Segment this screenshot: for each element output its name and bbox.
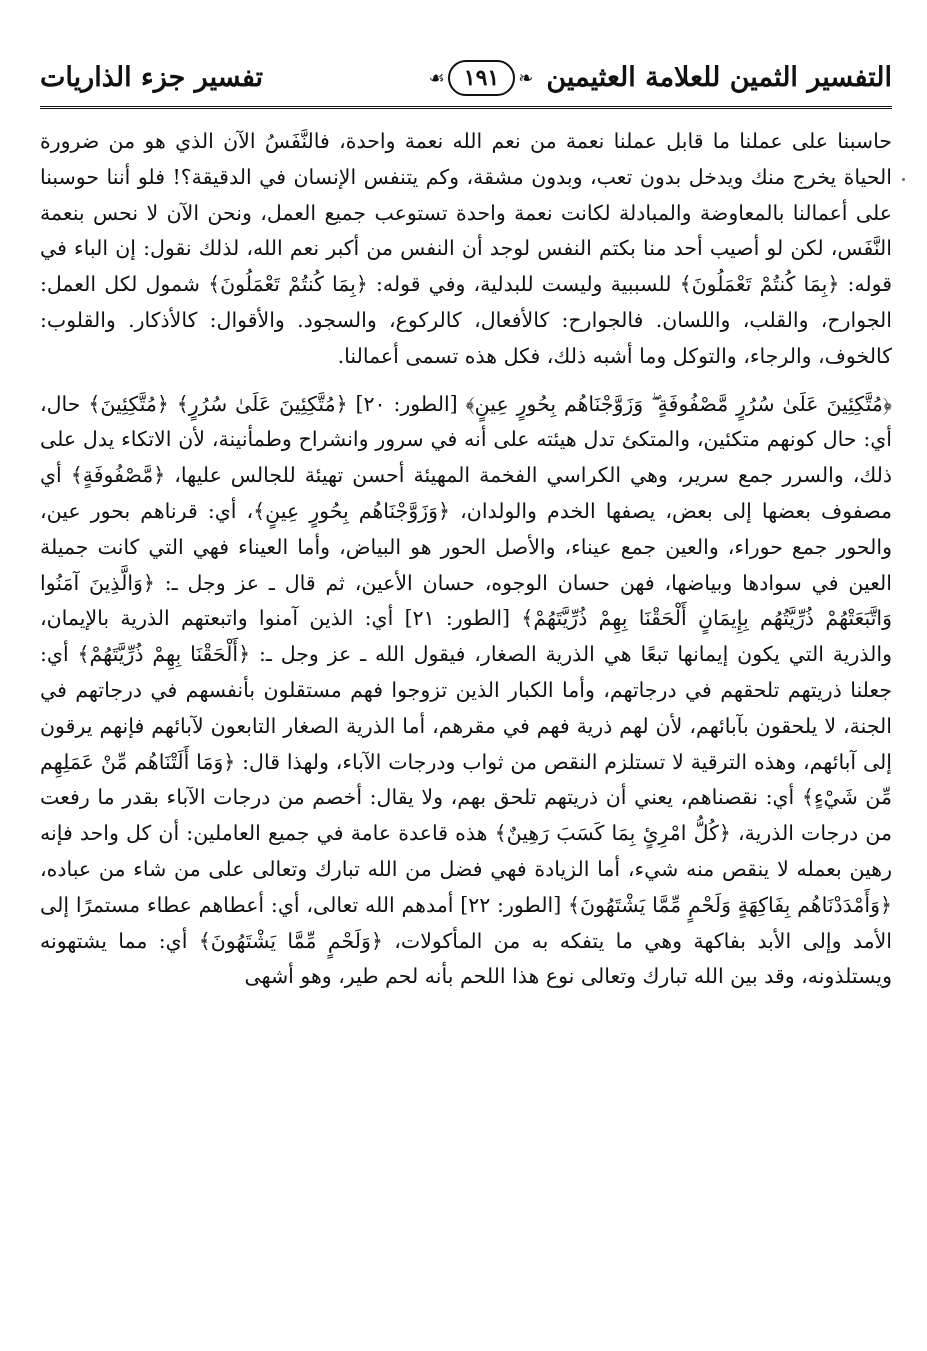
page-body (40, 124, 892, 1334)
scan-speck (902, 178, 905, 181)
ornament-icon: ❧ (518, 67, 534, 89)
book-title: التفسير الثمين للعلامة العثيمين (546, 62, 892, 93)
page-number-cartouche (396, 58, 566, 98)
header-divider (40, 106, 892, 109)
page-header (40, 52, 892, 110)
paragraph: حاسبنا على عملنا ما قابل عملنا نعمة من نعم الله نعمة واحدة، فالنَّفَسُ الآن الذي هو من ضرورة الحياة يخرج منك ويدخل بدون تعب، وبدون مشقة، وكم يتنفس الإنسان في الدقيقة؟! فلو أننا حوسبنا على أعمالنا بالمعاوضة والمبادلة لكانت نعمة واحدة تستوعب جميع العمل، ونحن الآن لا نحس بنعمة النَّفَس، لكن لو أصيب أحد منا بكتم النفس لوجد أن النفس من أكبر نعم الله، لذلك نقول: إن الباء في قوله: ﴿بِمَا كُنتُمْ تَعْمَلُونَ﴾ للسببية وليست للبدلية، وفي قوله: ﴿بِمَا كُنتُمْ تَعْمَلُونَ﴾ شمول لكل العمل: الجوارح، والقلب، واللسان. فالجوارح: كالأفعال، كالركوع، والسجود. والأقوال: كالأذكار. والقلوب: كالخوف، والرجاء، والتوكل وما أشبه ذلك، فكل هذه تسمى أعمالنا. (40, 129, 892, 368)
paragraph: ﴿مُتَّكِئِينَ عَلَىٰ سُرُرٍ مَّصْفُوفَةٍ ۖ وَزَوَّجْنَاهُم بِحُورٍ عِينٍ﴾ [الطور: ٢٠] ﴿مُتَّكِئِينَ عَلَىٰ سُرُرٍ﴾ ﴿مُتَّكِئِينَ﴾ حال، أي: حال كونهم متكئين، والمتكئ تدل هيئته على أنه في سرور وانشراح وطمأنينة، لأن الاتكاء يدل على ذلك، والسرر جمع سرير، وهي الكراسي الفخمة المهيئة أحسن تهيئة للجالس عليها، ﴿مَّصْفُوفَةٍ﴾ أي مصفوف بعضها إلى بعض، يصفها الخدم والولدان، ﴿وَزَوَّجْنَاهُم بِحُورٍ عِينٍ﴾، أي: قرناهم بحور عين، والحور جمع حوراء، والعين جمع عيناء، والأصل الحور هو البياض، وأما العيناء فهي التي كانت جميلة العين في سوادها وبياضها، فهن حسان الوجوه، حسان الأعين، ثم قال ـ عز وجل ـ: ﴿وَالَّذِينَ آمَنُوا وَاتَّبَعَتْهُمْ ذُرِّيَّتُهُم بِإِيمَانٍ أَلْحَقْنَا بِهِمْ ذُرِّيَّتَهُمْ﴾ [الطور: ٢١] أي: الذين آمنوا واتبعتهم الذرية بالإيمان، والذرية التي يكون إيمانها تبعًا هي الذرية الصغار، فيقول الله ـ عز وجل ـ: ﴿أَلْحَقْنَا بِهِمْ ذُرِّيَّتَهُمْ﴾ أي: جعلنا ذريتهم تلحقهم في درجاتهم، وأما الكبار الذين تزوجوا فهم مستقلون بأنفسهم في درجاتهم في الجنة، لا يلحقون بآبائهم، لأن لهم ذرية فهم في مقرهم، أما الذرية الصغار التابعون لآبائهم فإنهم يرقون إلى آبائهم، وهذه الترقية لا تستلزم النقص من ثواب ودرجات الآباء، ولهذا قال: ﴿وَمَا أَلَتْنَاهُم مِّنْ عَمَلِهِم مِّن شَيْءٍ﴾ أي: نقصناهم، يعني أن ذريتهم تلحق بهم، ولا يقال: أخصم من درجات الآباء بقدر ما رفعت من درجات الذرية، ﴿كُلُّ امْرِئٍ بِمَا كَسَبَ رَهِينٌ﴾ هذه قاعدة عامة في جميع العاملين: أن كل واحد فإنه رهين بعمله لا ينقص منه شيء، أما الزيادة فهي فضل من الله تبارك وتعالى على من شاء من عباده، ﴿وَأَمْدَدْنَاهُم بِفَاكِهَةٍ وَلَحْمٍ مِّمَّا يَشْتَهُونَ﴾ [الطور: ٢٢] أمدهم الله تعالى، أي: أعطاهم عطاء مستمرًا إلى الأمد وإلى الأبد بفاكهة وهي ما يتفكه به من المأكولات، ﴿وَلَحْمٍ مِّمَّا يَشْتَهُونَ﴾ أي: مما يشتهونه ويستلذونه، وقد بين الله تبارك وتعالى نوع هذا اللحم بأنه لحم طير، وهو أشهى (40, 391, 892, 989)
page-number: ١٩١ (448, 60, 515, 96)
section-title: تفسير جزء الذاريات (40, 62, 263, 93)
ornament-icon: ☙ (428, 67, 445, 89)
